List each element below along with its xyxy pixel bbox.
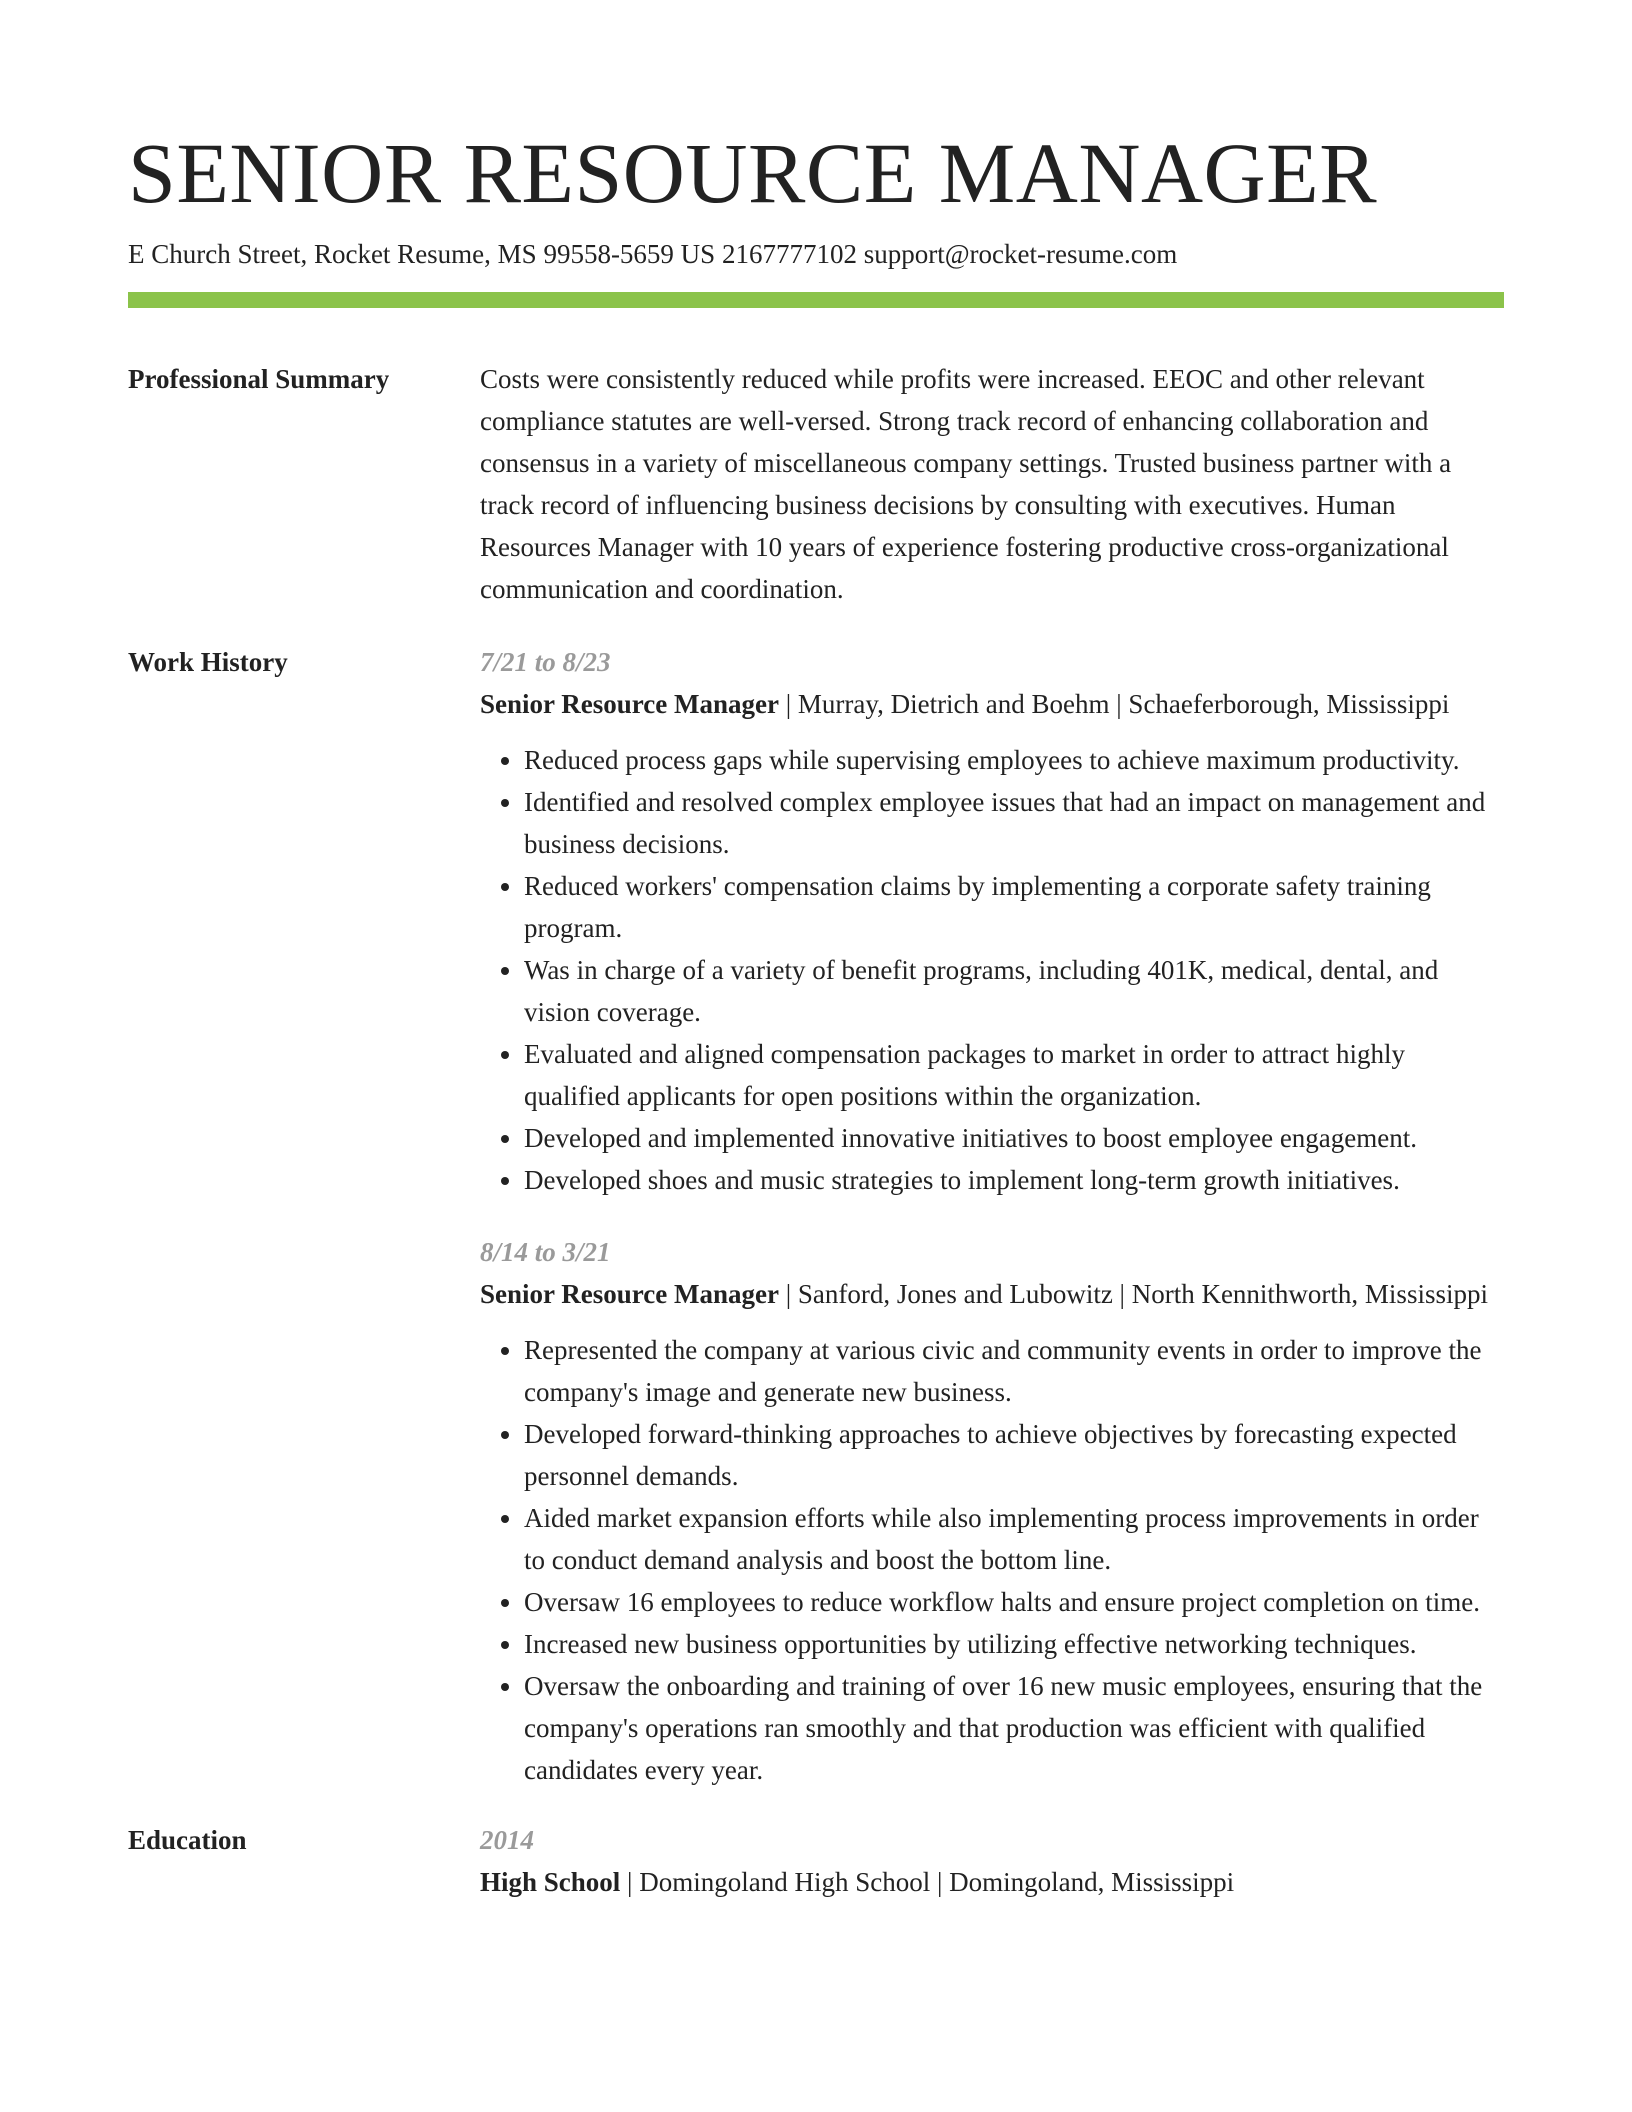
job-bullet: • Evaluated and aligned compensation packages to market in order to attract highly qualified applicants for open positions within the organization. bbox=[524, 1033, 1504, 1117]
job-bullet: • Reduced process gaps while supervising employees to achieve maximum productivity. bbox=[524, 739, 1504, 781]
job-dates: 8/14 to 3/21 bbox=[480, 1237, 611, 1267]
job-bullet: • Represented the company at various civic and community events in order to improve the company's image and generate new business. bbox=[524, 1329, 1504, 1413]
job-bullet: • Oversaw the onboarding and training of over 16 new music employees, ensuring that the company's operations ran smoothly and that production was efficient with qualified candidates every year. bbox=[524, 1665, 1504, 1791]
summary-text: Costs were consistently reduced while profits were increased. EEOC and other relevant compliance statutes are well-versed. Strong track record of enhancing collaboration and consensus in a variety of miscellaneous company settings. Trusted business partner with a track record of influencing business decisions by consulting with executives. Human Resources Manager with 10 years of experience fostering productive cross-organizational communication and coordination. bbox=[480, 364, 1452, 604]
section-label-work-history: Work History bbox=[128, 647, 288, 677]
contact-line: E Church Street, Rocket Resume, MS 99558-5659 US 2167777102 support@rocket-resume.com bbox=[128, 239, 1178, 269]
education-body bbox=[480, 1819, 1504, 1903]
education-degree: High School bbox=[480, 1867, 621, 1897]
job-entry bbox=[480, 1231, 1504, 1791]
job-heading bbox=[480, 1273, 1504, 1315]
job-title: Senior Resource Manager bbox=[480, 689, 779, 719]
job-bullet: • Oversaw 16 employees to reduce workflow halts and ensure project completion on time. bbox=[524, 1581, 1504, 1623]
job-details: | Murray, Dietrich and Boehm | Schaeferborough, Mississippi bbox=[778, 689, 1450, 719]
job-heading bbox=[480, 683, 1504, 725]
job-details: | Sanford, Jones and Lubowitz | North Kennithworth, Mississippi bbox=[778, 1279, 1488, 1309]
job-bullet-list bbox=[480, 739, 1504, 1201]
job-entry bbox=[480, 641, 1504, 1201]
professional-summary-section bbox=[128, 358, 1504, 610]
job-bullet: • Was in charge of a variety of benefit programs, including 401K, medical, dental, and vision coverage. bbox=[524, 949, 1504, 1033]
section-label-summary: Professional Summary bbox=[128, 364, 390, 394]
section-label-education: Education bbox=[128, 1825, 247, 1855]
resume-name-heading: SENIOR RESOURCE MANAGER bbox=[128, 125, 1378, 221]
job-bullet: • Developed shoes and music strategies to implement long-term growth initiatives. bbox=[524, 1159, 1504, 1201]
job-bullet: • Developed forward-thinking approaches to achieve objectives by forecasting expected personnel demands. bbox=[524, 1413, 1504, 1497]
work-history-section bbox=[128, 641, 1504, 1791]
education-section bbox=[128, 1819, 1504, 1903]
job-title: Senior Resource Manager bbox=[480, 1279, 779, 1309]
resume-page bbox=[128, 118, 1504, 1903]
education-entry bbox=[480, 1819, 1504, 1903]
job-bullet: • Developed and implemented innovative initiatives to boost employee engagement. bbox=[524, 1117, 1504, 1159]
job-bullet: • Increased new business opportunities by utilizing effective networking techniques. bbox=[524, 1623, 1504, 1665]
job-bullet-list bbox=[480, 1329, 1504, 1791]
education-year: 2014 bbox=[480, 1825, 534, 1855]
accent-divider bbox=[128, 292, 1504, 308]
education-heading bbox=[480, 1861, 1504, 1903]
work-history-body bbox=[480, 641, 1504, 1791]
job-bullet: • Aided market expansion efforts while also implementing process improvements in order to conduct demand analysis and boost the bottom line. bbox=[524, 1497, 1504, 1581]
job-dates: 7/21 to 8/23 bbox=[480, 647, 611, 677]
job-bullet: • Identified and resolved complex employee issues that had an impact on management and business decisions. bbox=[524, 781, 1504, 865]
job-bullet: • Reduced workers' compensation claims by implementing a corporate safety training program. bbox=[524, 865, 1504, 949]
education-details: | Domingoland High School | Domingoland, Mississippi bbox=[620, 1867, 1235, 1897]
